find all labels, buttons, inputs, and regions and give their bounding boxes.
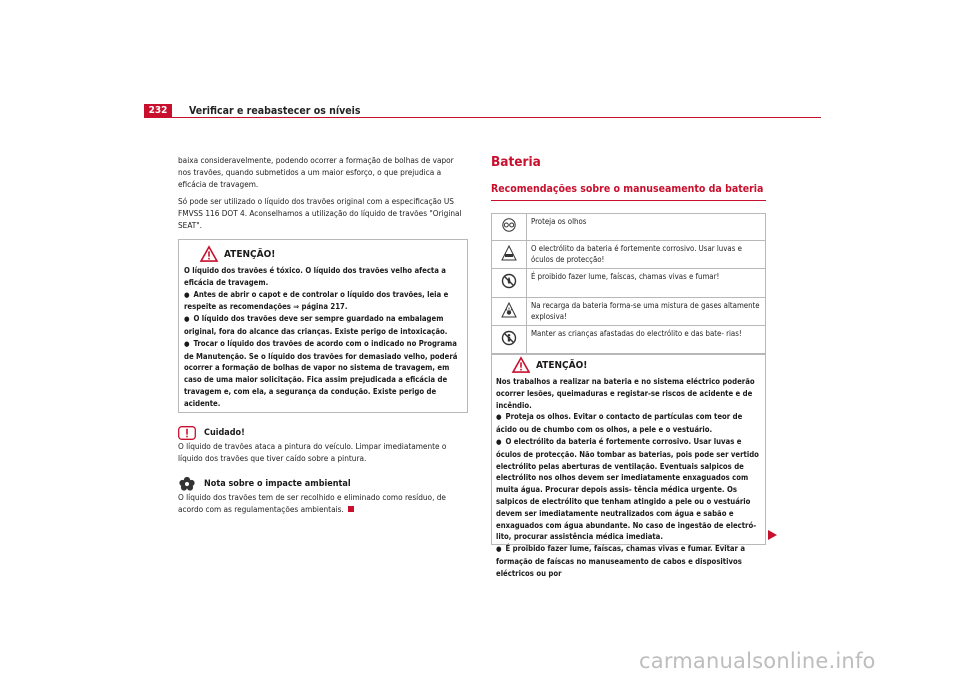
symbol-description: Proteja os olhos [527,214,766,241]
warning-box-brake-fluid [178,239,468,413]
warning-bullet: ● Antes de abrir o capot e de controlar o líquido dos travões, leia e respeite as recomendações ⇒ página 217. [184,289,463,314]
corrosive-icon [501,245,517,261]
goggles-icon [501,218,517,232]
running-title: Verificar e reabastecer os níveis [189,105,361,117]
table-row [492,214,766,241]
caution-title: Cuidado! [204,427,245,438]
flower-icon [178,476,196,492]
warning-triangle-icon [200,246,218,262]
no-children-icon [501,330,517,346]
left-column [178,154,468,520]
table-row [492,240,766,269]
table-row [492,326,766,355]
paragraph-brake-fluid-spec: Só pode ser utilizado o líquido dos travões original com a especificação US FMVSS 116 DOT 4. Aconselhamos a utilização do líquido de travões "Original SEAT". [178,196,462,230]
environment-text: O líquido dos travões tem de ser recolhido e eliminado como resíduo, de acordo com as regulamentações ambientais. [178,491,446,514]
warning-triangle-icon [512,357,530,373]
warning-title: ATENÇÃO! [224,248,276,260]
section-end-mark [348,506,354,512]
symbol-description: Na recarga da bateria forma-se uma mistura de gases altamente explosiva! [527,297,766,326]
watermark: carmanualsonline.info [639,649,876,673]
battery-symbols-table [491,213,766,355]
table-row [492,269,766,298]
warning-title: ATENÇÃO! [536,359,588,371]
explosive-icon [501,302,517,318]
symbol-description: É proibido fazer lume, faíscas, chamas vivas e fumar! [527,269,766,298]
table-row [492,297,766,326]
warning-bullet: ● Proteja os olhos. Evitar o contacto de partículas com teor de ácido ou de chumbo com os olhos, a pele e o vestuário. [496,411,761,436]
paragraph-brake-fluid-boiling: baixa consideravelmente, podendo ocorrer a formação de bolhas de vapor nos travões, quando submetidos a um maior esforço, o que prejudica a eficácia de travagem. [178,155,454,189]
no-fire-icon [501,273,517,289]
warning-bullet: ● É proibido fazer lume, faíscas, chamas vivas e fumar. Evitar a formação de faíscas no manuseamento de cabos e dispositivos eléctricos ou por [496,543,761,579]
warning-header [512,354,761,376]
environment-title: Nota sobre o impacte ambiental [204,478,351,489]
warning-bullet: ● Trocar o líquido dos travões de acordo com o indicado no Programa de Manutenção. Se o líquido dos travões for demasiado velho, poderá ocorrer a formação de bolhas de vapor no sistema de travagem, em caso de uma maior solicitação. Fica assim prejudicada a eficácia de travagem e, com ela, a segurança da condução. Existe perigo de acidente. [184,338,463,410]
warning-bullet: ● O líquido dos travões deve ser sempre guardado na embalagem original, fora do alcance das crianças. Existe perigo de intoxicação. [184,313,463,338]
caution-icon [178,426,196,440]
symbol-description: Manter as crianças afastadas do electrólito e das bate- rias! [527,326,766,355]
caution-text: O líquido de travões ataca a pintura do veículo. Limpar imediatamente o líquido dos travões que tiver caído sobre a pintura. [178,440,447,463]
subsection-title: Recomendações sobre o manuseamento da bateria [491,183,764,195]
environment-header [178,477,468,491]
continue-arrow-icon [768,530,777,540]
section-title: Bateria [491,154,541,170]
subsection-rule [491,200,766,201]
warning-box-battery [491,353,766,578]
caution-header [178,426,468,440]
symbol-description: O electrólito da bateria é fortemente corrosivo. Usar luvas e óculos de protecção! [527,240,766,269]
page-number: 232 [144,104,172,118]
warning-header [200,243,463,265]
warning-bullet: ● O electrólito da bateria é fortemente corrosivo. Usar luvas e óculos de protecção. Não tombar as baterias, pois pode ser vertido electrólito pelas aberturas de ventilação. Eventuais salpicos de electrólito nos olhos devem ser imediatamente enxaguados com muita água. Procurar depois assis- tência médica urgente. Os salpicos de electrólito que tenham atingido a pele ou o vestuário devem ser imediatamente neutralizados com água e sabão e enxaguados com água abundante. No caso de ingestão de electró- lito, procurar assistência médica imediata. [496,436,761,543]
header-rule [172,117,821,118]
warning-intro: O líquido dos travões é tóxico. O líquido dos travões velho afecta a eficácia de travagem. [184,266,446,287]
warning-intro: Nos trabalhos a realizar na bateria e no sistema eléctrico poderão ocorrer lesões, queimaduras e registar-se riscos de acidente e de incêndio. [496,377,755,410]
